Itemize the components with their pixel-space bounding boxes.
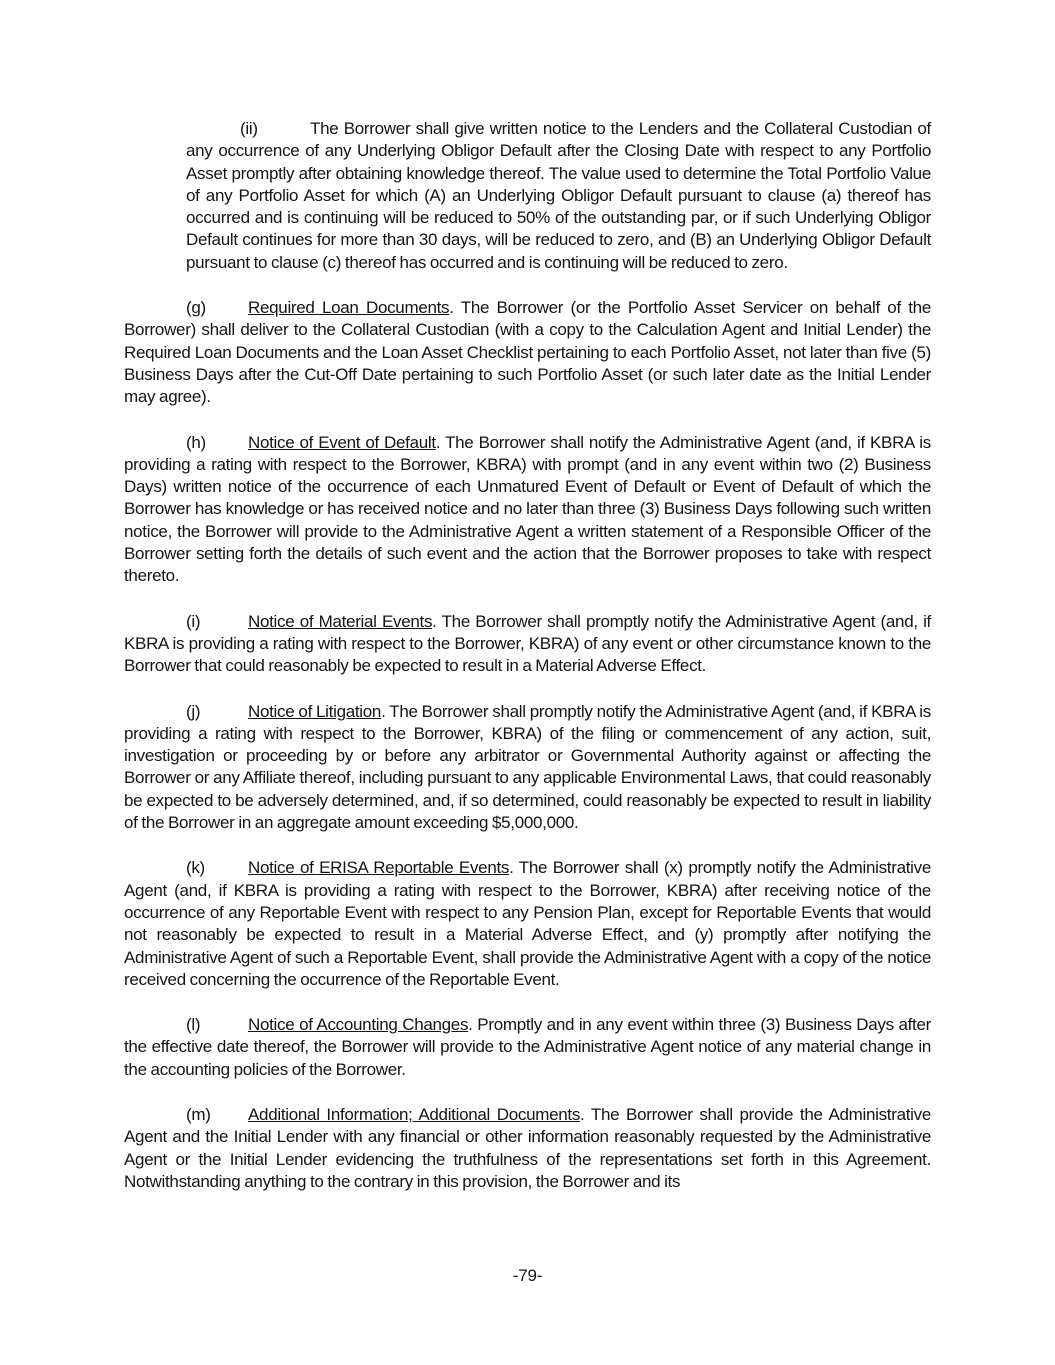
clause-number: (j) (186, 701, 201, 721)
paragraph-j (124, 701, 931, 835)
paragraph-i (124, 611, 931, 678)
paragraph-text: The Borrower shall notify the Administrative Agent (and, if KBRA is providing a rating with respect to the Borrower, KBRA) with prompt (and in any event within two (2) Business Days) written notice of the occurrence of each Unmatured Event of Default or Event of Default of which the Borrower has knowledge or has received notice and no later than three (3) Business Days following such written notice, the Borrower will provide to the Administrative Agent a written statement of a Responsible Officer of the Borrower setting forth the details of such event and the action that the Borrower proposes to take with respect thereto. (124, 432, 931, 586)
heading-separator: . (381, 701, 390, 721)
paragraph-heading: Notice of Event of Default (248, 432, 436, 452)
paragraph-text: The Borrower shall provide the Administrative Agent and the Initial Lender with any financial or other information reasonably requested by the Administrative Agent or the Initial Lender evidencing the truthfulness of the representations set forth in this Agreement. Notwithstanding anything to the contrary in this provision, the Borrower and its (124, 1104, 931, 1191)
heading-separator: . (435, 432, 446, 452)
heading-separator: . (580, 1104, 591, 1124)
heading-separator: . (449, 298, 461, 318)
paragraph-k (124, 857, 931, 991)
page-number: -79- (512, 1266, 543, 1285)
paragraph-label (124, 297, 248, 319)
clause-number: (m) (186, 1104, 211, 1124)
paragraph-heading: Notice of Accounting Changes (248, 1015, 469, 1035)
clause-number: (k) (186, 858, 205, 878)
paragraph-label (124, 1104, 248, 1126)
paragraph-heading: Required Loan Documents (248, 298, 450, 318)
paragraph-text: The Borrower shall promptly notify the Administrative Agent (and, if KBRA is providing a rating with respect to the Borrower, KBRA) of the filing or commencement of any action, suit, investigation or proceeding by or before any arbitrator or Governmental Authority against or affecting the Borrower or any Affiliate thereof, including pursuant to any applicable Environmental Laws, that could reasonably be expected to be adversely determined, and, if so determined, could reasonably be expected to result in liability of the Borrower in an aggregate amount exceeding $5,000,000. (124, 701, 931, 833)
clause-number: (i) (186, 611, 201, 631)
paragraph-text: The Borrower shall promptly notify the Administrative Agent (and, if KBRA is providing a rating with respect to the Borrower, KBRA) of any event or other circumstance known to the Borrower that could reasonably be expected to result in a Material Adverse Effect. (124, 611, 931, 676)
paragraph-heading: Notice of ERISA Reportable Events (248, 858, 510, 878)
heading-separator: . (432, 611, 442, 631)
paragraph-heading: Notice of Material Events (248, 611, 433, 631)
paragraph-text: The Borrower shall give written notice to the Lenders and the Collateral Custodian of any occurrence of any Underlying Obligor Default after the Closing Date with respect to any Portfolio Asset promptly after obtaining knowledge thereof. The value used to determine the Total Portfolio Value of any Portfolio Asset for which (A) an Underlying Obligor Default pursuant to clause (a) thereof has occurred and is continuing will be reduced to 50% of the outstanding par, or if such Underlying Obligor Default continues for more than 30 days, will be reduced to zero, and (B) an Underlying Obligor Default pursuant to clause (c) thereof has occurred and is continuing will be reduced to zero. (186, 119, 931, 272)
paragraph-label (124, 857, 248, 879)
clause-number: (l) (186, 1015, 201, 1035)
heading-separator: . (468, 1015, 478, 1035)
paragraph-text: The Borrower (or the Portfolio Asset Servicer on behalf of the Borrower) shall deliver to the Collateral Custodian (with a copy to the Calculation Agent and Initial Lender) the Required Loan Documents and the Loan Asset Checklist pertaining to each Portfolio Asset, not later than five (5) Business Days after the Cut-Off Date pertaining to such Portfolio Asset (or such later date as the Initial Lender may agree). (124, 298, 931, 407)
paragraph-heading: Additional Information; Additional Documents (248, 1104, 581, 1124)
paragraph-label (124, 1014, 248, 1036)
paragraph-label (124, 432, 248, 454)
paragraph-text: The Borrower shall (x) promptly notify the Administrative Agent (and, if KBRA is providing a rating with respect to the Borrower, KBRA) after receiving notice of the occurrence of any Reportable Event with respect to any Pension Plan, except for Reportable Events that would not reasonably be expected to result in a Material Adverse Effect, and (y) promptly after notifying the Administrative Agent of such a Reportable Event, shall provide the Administrative Agent with a copy of the notice received concerning the occurrence of the Reportable Event. (124, 858, 931, 989)
clause-number: (ii) (240, 119, 258, 138)
paragraph-label (124, 611, 248, 633)
paragraph-label (186, 118, 310, 140)
clause-number: (g) (186, 298, 206, 318)
heading-separator: . (509, 858, 519, 878)
paragraph-heading: Notice of Litigation (248, 701, 382, 721)
paragraph-ii (186, 118, 931, 274)
paragraph-label (124, 701, 248, 723)
paragraph-h (124, 432, 931, 588)
paragraph-m (124, 1104, 931, 1193)
paragraph-l (124, 1014, 931, 1081)
clause-number: (h) (186, 432, 206, 452)
paragraph-g (124, 297, 931, 408)
paragraph-text: Promptly and in any event within three (3) Business Days after the effective date thereof, the Borrower will provide to the Administrative Agent notice of any material change in the accounting policies of the Borrower. (124, 1015, 932, 1079)
